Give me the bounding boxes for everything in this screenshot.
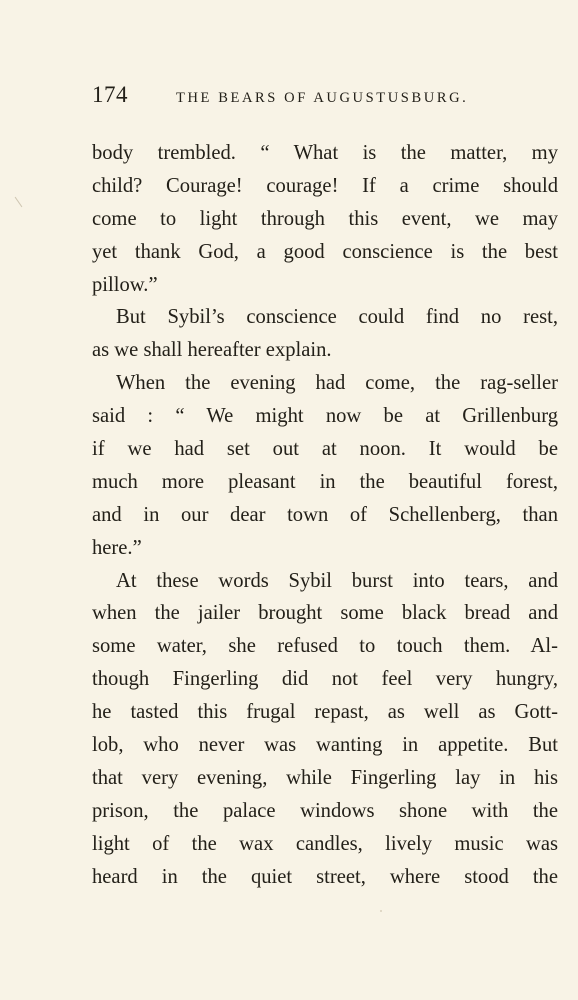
text-line: as we shall hereafter explain. xyxy=(92,339,332,362)
text-line: prison, the palace windows shone with the xyxy=(92,799,558,822)
text-line: some water, she refused to touch them. Al- xyxy=(92,635,558,658)
text-line: said : “ We might now be at Grillenburg xyxy=(92,405,558,428)
text-line: child? Courage! courage! If a crime should xyxy=(92,174,558,197)
text-line: that very evening, while Fingerling lay in his xyxy=(92,766,558,789)
text-line: At these words Sybil burst into tears, and xyxy=(116,569,558,592)
text-line: he tasted this frugal repast, as well as Gott- xyxy=(92,701,558,724)
text-line: yet thank God, a good conscience is the best xyxy=(92,240,558,263)
text-line: come to light through this event, we may xyxy=(92,207,558,230)
text-line: heard in the quiet street, where stood the xyxy=(92,865,558,888)
text-line: when the jailer brought some black bread and xyxy=(92,602,558,625)
text-line: here.” xyxy=(92,536,142,559)
body-text xyxy=(92,137,558,893)
stray-mark xyxy=(380,910,382,912)
page-header xyxy=(92,78,482,118)
text-line: light of the wax candles, lively music was xyxy=(92,832,558,855)
text-line: When the evening had come, the rag-seller xyxy=(116,372,558,395)
text-line: pillow.” xyxy=(92,273,158,296)
text-line: But Sybil’s conscience could find no rest, xyxy=(116,306,558,329)
text-line: body trembled. “ What is the matter, my xyxy=(92,142,558,164)
text-line: though Fingerling did not feel very hungry, xyxy=(92,668,558,691)
text-line: much more pleasant in the beautiful forest, xyxy=(92,470,558,493)
page-number: 174 xyxy=(92,82,128,107)
text-line: and in our dear town of Schellenberg, than xyxy=(92,503,558,526)
running-title: THE BEARS OF AUGUSTUSBURG. xyxy=(176,90,469,106)
text-line: lob, who never was wanting in appetite. But xyxy=(92,734,558,757)
text-line: if we had set out at noon. It would be xyxy=(92,438,558,461)
gutter-mark xyxy=(15,197,23,207)
